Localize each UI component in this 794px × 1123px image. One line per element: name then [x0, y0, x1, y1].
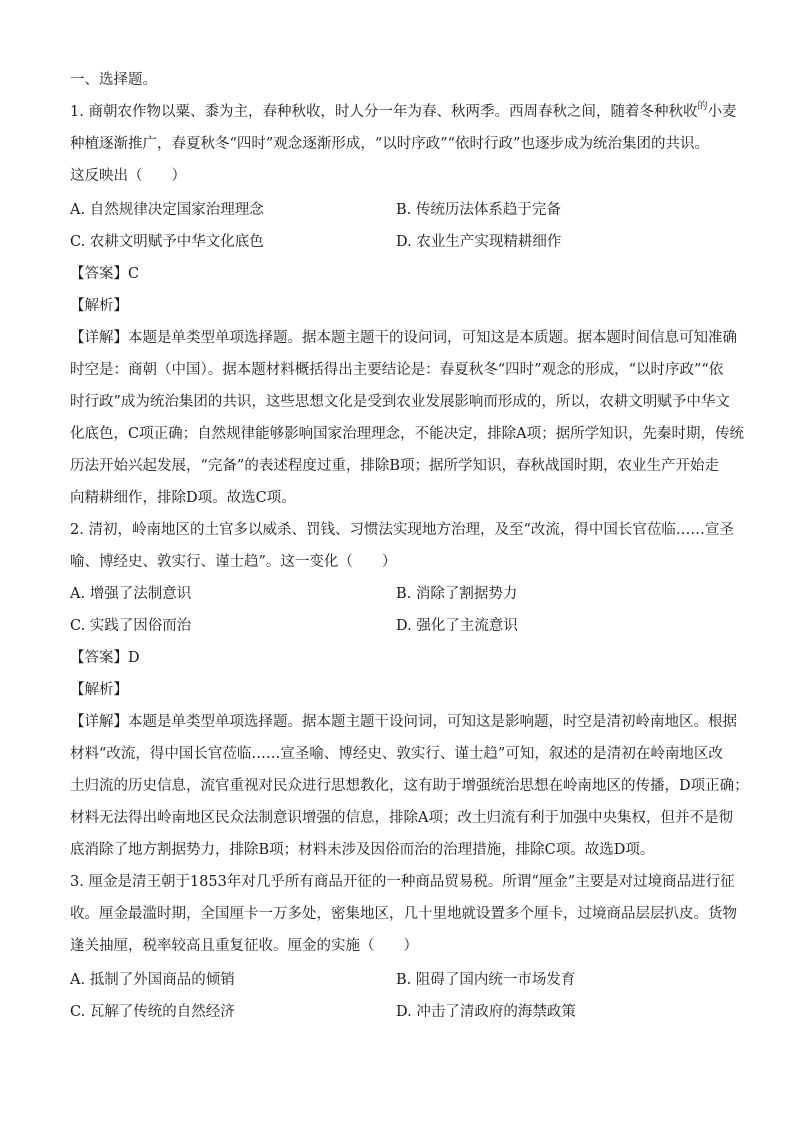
- q1-detail-line-1: 【详解】本题是单类型单项选择题。据本题主题干的设问词，可知这是本质题。据本题时间信息可知准确: [70, 330, 737, 346]
- q1-stem-line-3: 这反映出（ ）: [70, 168, 186, 184]
- q3-stem-line-3: 逢关抽厘，税率较高且重复征收。厘金的实施（ ）: [70, 938, 418, 954]
- section-title: 一、选择题。: [70, 72, 157, 88]
- q1-option-b: B. 传统历法体系趋于完备: [396, 202, 561, 218]
- q2-analysis-label: 【解析】: [70, 682, 128, 698]
- q2-detail-line-5: 底消除了地方割据势力，排除B项；材料未涉及因俗而治的治理措施，排除C项。故选D项。: [70, 842, 655, 858]
- q3-option-a: A. 抵制了外国商品的倾销: [70, 972, 235, 988]
- q1-detail-line-4: 化底色，C项正确；自然规律能够影响国家治理理念，不能决定，排除A项；据所学知识，先秦时期，传统: [70, 426, 745, 442]
- q1-answer: [70, 264, 139, 284]
- q2-option-c: C. 实践了因俗而治: [70, 618, 192, 634]
- q1-stem-line-1: [70, 102, 736, 124]
- q2-detail-line-4: 材料无法得出岭南地区民众法制意识增强的信息，排除A项；改土归流有利于加强中央集权，但并不是彻: [70, 810, 733, 826]
- q1-stem-line-1-tail: 小麦: [707, 104, 737, 120]
- q1-analysis-label: 【解析】: [70, 298, 128, 314]
- q1-detail-line-5: 历法开始兴起发展，“完备”的表述程度过重，排除B项；据所学知识，春秋战国时期，农业生产开始走: [70, 458, 719, 474]
- q1-answer-value: C: [128, 266, 140, 282]
- q3-option-d: D. 冲击了清政府的海禁政策: [396, 1004, 576, 1020]
- q3-option-b: B. 阻碍了国内统一市场发育: [396, 972, 576, 988]
- q1-detail-line-3: 时行政”成为统治集团的共识，这些思想文化是受到农业发展影响而形成的，所以，农耕文明赋予中华文: [70, 394, 730, 410]
- q1-stem-line-2: 种植逐渐推广，春夏秋冬“四时”观念逐渐形成，“以时序政”“依时行政”也逐步成为统治集团的共识。: [70, 136, 709, 152]
- q1-detail-line-6: 向精耕细作，排除D项。故选C项。: [70, 490, 296, 506]
- q3-stem-line-1: 3. 厘金是清王朝于1853年对几乎所有商品开征的一种商品贸易税。所谓“厘金”主要是对过境商品进行征: [70, 874, 735, 890]
- q1-superscript: 的: [697, 101, 708, 112]
- q2-option-d: D. 强化了主流意识: [396, 618, 518, 634]
- q2-answer: [70, 648, 140, 668]
- q2-answer-value: D: [128, 650, 140, 666]
- q3-option-c: C. 瓦解了传统的自然经济: [70, 1004, 235, 1020]
- q2-option-a: A. 增强了法制意识: [70, 586, 192, 602]
- q1-option-c: C. 农耕文明赋予中华文化底色: [70, 234, 264, 250]
- q1-answer-label: 【答案】: [70, 266, 128, 282]
- q2-option-b: B. 消除了割据势力: [396, 586, 518, 602]
- q1-detail-line-2: 时空是：商朝（中国）。据本题材料概括得出主要结论是：春夏秋冬“四时”观念的形成，“以时序政”“依: [70, 362, 724, 378]
- q2-answer-label: 【答案】: [70, 650, 128, 666]
- q2-detail-line-3: 土归流的历史信息，流官重视对民众进行思想教化，这有助于增强统治思想在岭南地区的传播，D项正确；: [70, 778, 749, 794]
- q1-option-a: A. 自然规律决定国家治理理念: [70, 202, 264, 218]
- q2-detail-line-2: 材料“改流，得中国长官莅临……宣圣喻、博经史、敦实行、谨士趋”可知，叙述的是清初在岭南地区改: [70, 746, 723, 762]
- q3-stem-line-2: 收。厘金最滥时期，全国厘卡一万多处，密集地区，几十里地就设置多个厘卡，过境商品层层扒皮。货物: [70, 906, 737, 922]
- q2-stem-line-2: 喻、博经史、敦实行、谨士趋”。这一变化（ ）: [70, 554, 397, 570]
- q2-stem-line-1: 2. 清初，岭南地区的土官多以威杀、罚钱、习惯法实现地方治理，及至“改流，得中国长官莅临……宣圣: [70, 522, 734, 538]
- q1-stem-line-1-text: 1. 商朝农作物以粟、黍为主，春种秋收，时人分一年为春、秋两季。西周春秋之间，随着冬种秋收: [70, 104, 698, 120]
- q1-option-d: D. 农业生产实现精耕细作: [396, 234, 562, 250]
- q2-detail-line-1: 【详解】本题是单类型单项选择题。据本题主题干设问词，可知这是影响题，时空是清初岭南地区。根据: [70, 714, 737, 730]
